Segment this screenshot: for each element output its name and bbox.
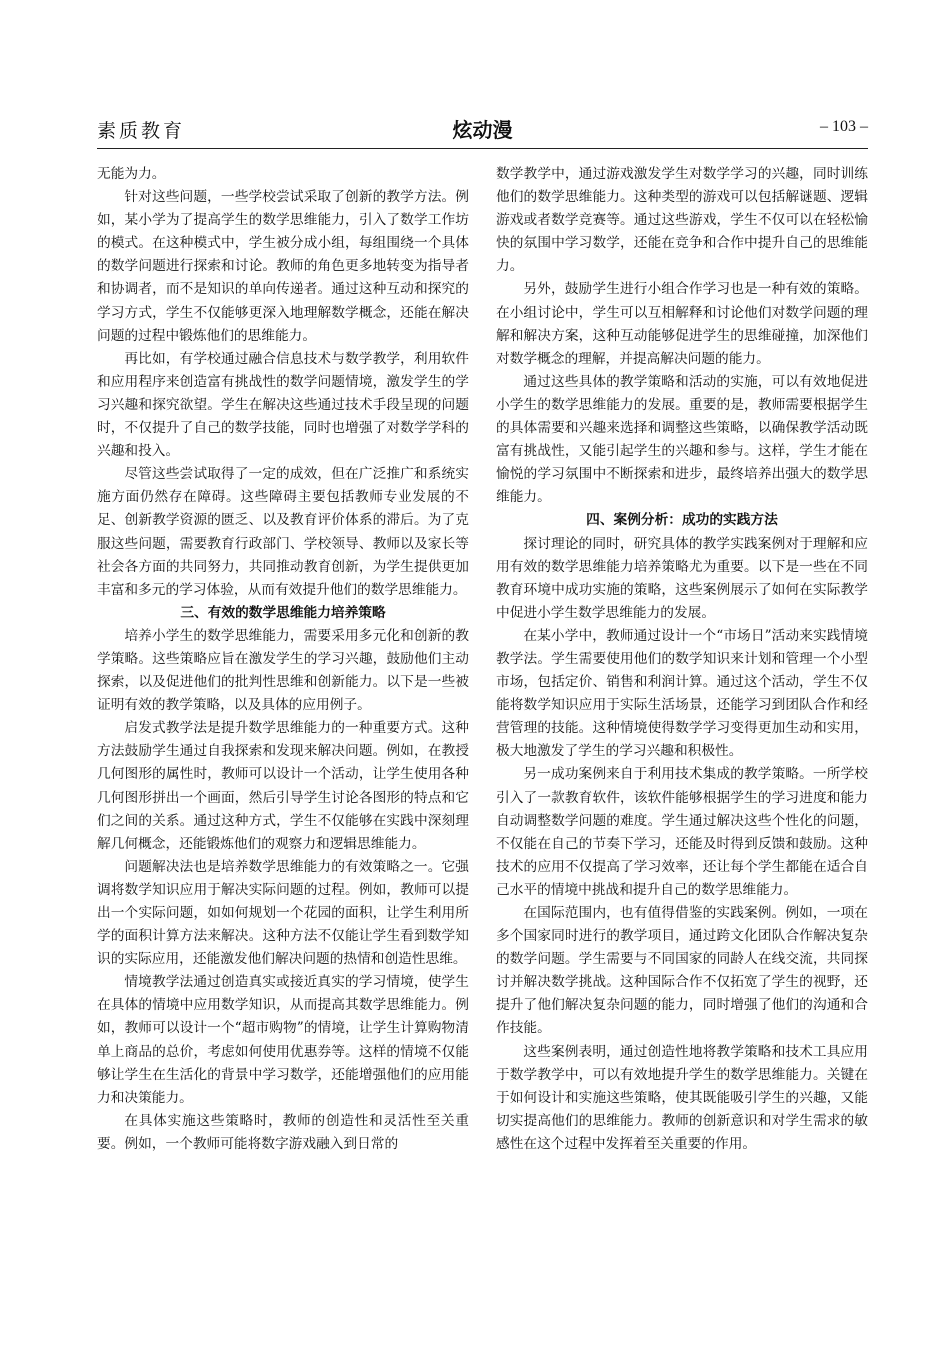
paragraph: 无能为力。 xyxy=(97,166,166,182)
paragraph: 培养小学生的数学思维能力，需要采用多元化和创新的教学策略。这些策略应旨在激发学生的学习兴趣，鼓励他们主动探索，以及促进他们的批判性思维和创新能力。以下是一些被证明有效的教学策略，以及具体的应用例子。 xyxy=(97,627,469,714)
paragraph: 数学教学中，通过游戏激发学生对数学学习的兴趣，同时训练他们的数学思维能力。这种类型的游戏可以包括解谜题、逻辑游戏或者数学竞赛等。通过这些游戏，学生不仅可以在轻松愉快的氛围中学习数学，还能在竞争和合作中提升自己的思维能力。 xyxy=(496,166,868,275)
left-column xyxy=(97,163,469,1156)
journal-section-title: 素质教育 xyxy=(97,120,186,142)
paragraph: 这些案例表明，通过创造性地将教学策略和技术工具应用于数学教学中，可以有效地提升学生的数学思维能力。关键在于如何设计和实施这些策略，使其既能吸引学生的兴趣，又能切实提高他们的思维能力。教师的创新意识和对学生需求的敏感性在这个过程中发挥着至关重要的作用。 xyxy=(496,1043,868,1152)
page-number: – 103 – xyxy=(820,118,868,135)
paragraph: 问题解决法也是培养数学思维能力的有效策略之一。它强调将数学知识应用于解决实际问题的过程。例如，教师可以提出一个实际问题，如如何规划一个花园的面积，让学生利用所学的面积计算方法来解决。这种方法不仅能让学生看到数学知识的实际应用，还能激发他们解决问题的热情和创造性思维。 xyxy=(97,858,469,968)
paragraph: 尽管这些尝试取得了一定的成效，但在广泛推广和系统实施方面仍然存在障碍。这些障碍主要包括教师专业发展的不足、创新教学资源的匮乏、以及教育评价体系的滞后。为了克服这些问题，需要教育行政部门、学校领导、教师以及家长等社会各方面的共同努力，共同推动教育创新，为学生提供更加丰富和多元的学习体验，从而有效提升他们的数学思维能力。 xyxy=(97,466,469,598)
paragraph: 在国际范围内，也有值得借鉴的实践案例。例如，一项在多个国家同时进行的教学项目，通过跨文化团队合作解决复杂的数学问题。学生需要与不同国家的同龄人在线交流，共同探讨并解决数学挑战。这种国际合作不仅拓宽了学生的视野，还提升了他们解决复杂问题的能力，同时增强了他们的沟通和合作技能。 xyxy=(496,905,868,1037)
journal-name: 炫动漫 xyxy=(452,118,513,142)
paragraph: 另一成功案例来自于利用技术集成的教学策略。一所学校引入了一款教育软件，该软件能够根据学生的学习进度和能力自动调整数学问题的难度。学生通过解决这些个性化的问题，不仅能在自己的节奏下学习，还能及时得到反馈和鼓励。这种技术的应用不仅提高了学习效率，还让每个学生都能在适合自己水平的情境中挑战和提升自己的数学思维能力。 xyxy=(496,766,868,898)
paragraph: 情境教学法通过创造真实或接近真实的学习情境，使学生在具体的情境中应用数学知识，从而提高其数学思维能力。例如，教师可以设计一个“超市购物”的情境，让学生计算购物清单上商品的总价，考虑如何使用优惠券等。这样的情境不仅能够让学生在生活化的背景中学习数学，还能增强他们的应用能力和决策能力。 xyxy=(97,974,469,1106)
paragraph: 再比如，有学校通过融合信息技术与数学教学，利用软件和应用程序来创造富有挑战性的数学问题情境，激发学生的学习兴趣和探究欲望。学生在解决这些通过技术手段呈现的问题时，不仅提升了自己的数学技能，同时也增强了对数学学科的兴趣和投入。 xyxy=(97,350,469,460)
right-column xyxy=(496,163,868,1156)
paragraph: 启发式教学法是提升数学思维能力的一种重要方式。这种方法鼓励学生通过自我探索和发现来解决问题。例如，在教授几何图形的属性时，教师可以设计一个活动，让学生使用各种几何图形拼出一个画面，然后引导学生讨论各图形的特点和它们之间的关系。通过这种方式，学生不仅能够在实践中深刻理解几何概念，还能锻炼他们的观察力和逻辑思维能力。 xyxy=(97,720,469,852)
paragraph: 另外，鼓励学生进行小组合作学习也是一种有效的策略。在小组讨论中，学生可以互相解释和讨论他们对数学问题的理解和解决方案，这种互动能够促进学生的思维碰撞，加深他们对数学概念的理解，并提高解决问题的能力。 xyxy=(496,281,868,367)
paragraph: 在某小学中，教师通过设计一个“市场日”活动来实践情境教学法。学生需要使用他们的数学知识来计划和管理一个小型市场，包括定价、销售和利润计算。通过这个活动，学生不仅能将数学知识应用于实际生活场景，还能学习到团队合作和经营管理的技能。这种情境使得数学学习变得更加生动和实用，极大地激发了学生的学习兴趣和积极性。 xyxy=(496,627,868,760)
paragraph: 探讨理论的同时，研究具体的教学实践案例对于理解和应用有效的数学思维能力培养策略尤为重要。以下是一些在不同教育环境中成功实施的策略，这些案例展示了如何在实际教学中促进小学生数学思维能力的发展。 xyxy=(496,535,868,621)
paragraph: 针对这些问题，一些学校尝试采取了创新的教学方法。例如，某小学为了提高学生的数学思维能力，引入了数学工作坊的模式。在这种模式中，学生被分成小组，每组围绕一个具体的数学问题进行探索和讨论。教师的角色更多地转变为指导者和协调者，而不是知识的单向传递者。通过这种互动和探究的学习方式，学生不仅能够更深入地理解数学概念，还能在解决问题的过程中锻炼他们的思维能力。 xyxy=(97,189,469,344)
page-header xyxy=(97,112,868,149)
paragraph: 在具体实施这些策略时，教师的创造性和灵活性至关重要。例如，一个教师可能将数字游戏融入到日常的 xyxy=(97,1112,469,1152)
section-heading: 四、案例分析：成功的实践方法 xyxy=(586,512,778,529)
section-heading: 三、有效的数学思维能力培养策略 xyxy=(180,604,386,621)
paragraph: 通过这些具体的教学策略和活动的实施，可以有效地促进小学生的数学思维能力的发展。重要的是，教师需要根据学生的具体需要和兴趣来选择和调整这些策略，以确保教学活动既富有挑战性，又能引起学生的兴趣和参与。这样，学生才能在愉悦的学习氛围中不断探索和进步，最终培养出强大的数学思维能力。 xyxy=(496,373,868,506)
